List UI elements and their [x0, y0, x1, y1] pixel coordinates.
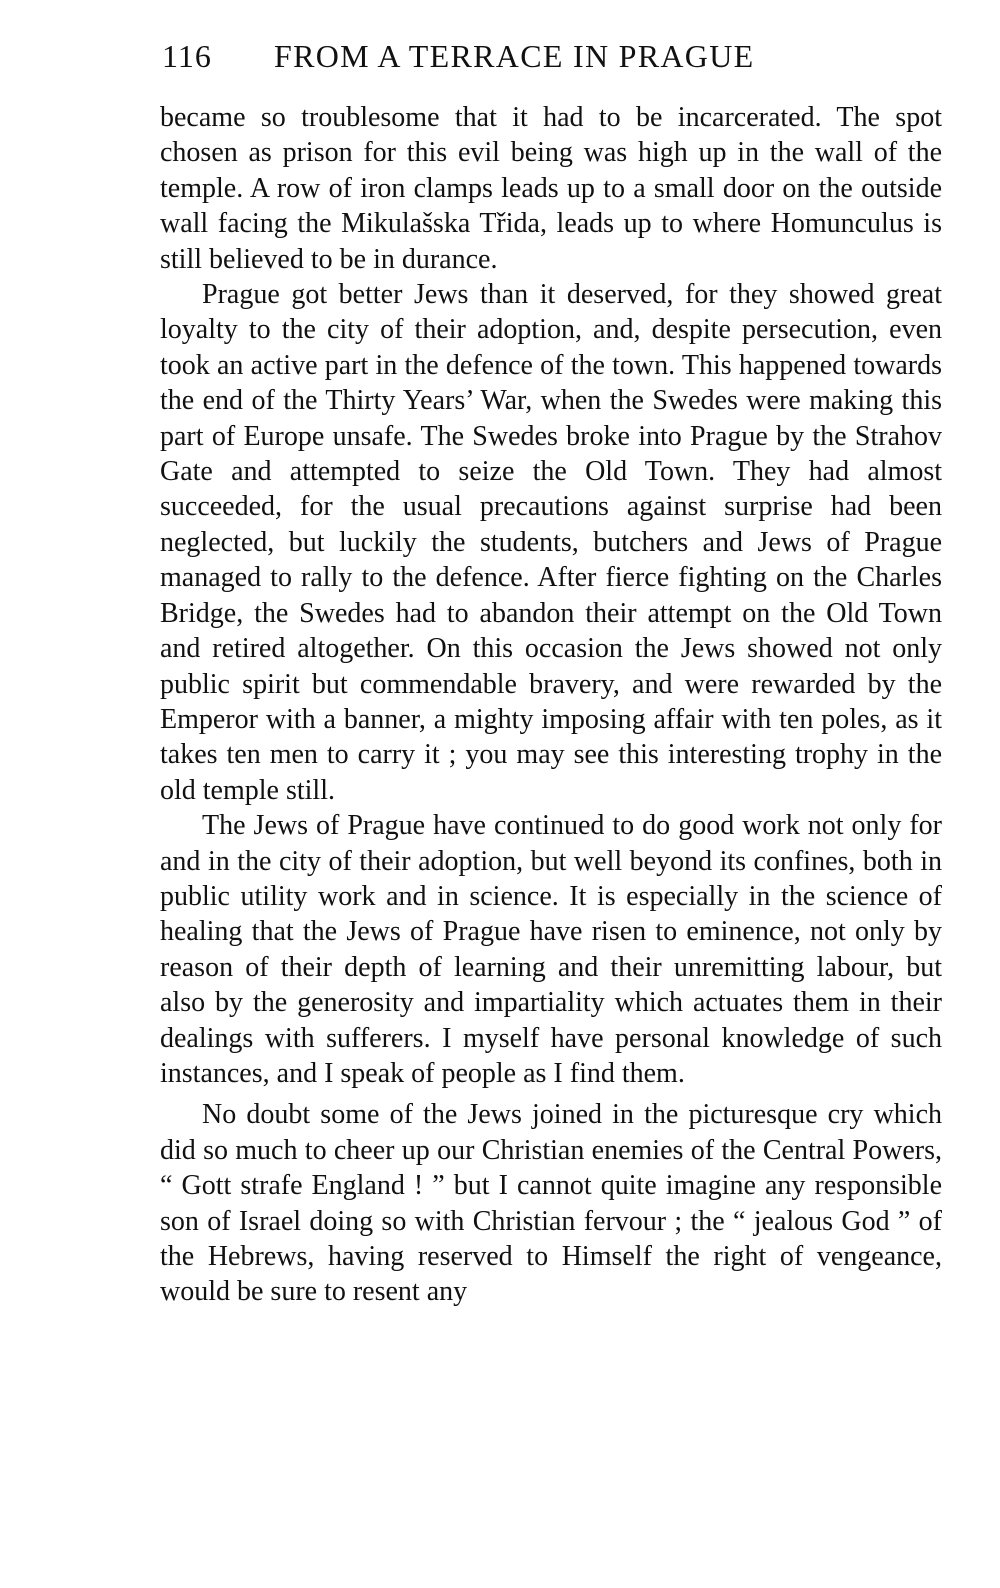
running-title: FROM A TERRACE IN PRAGUE — [274, 38, 755, 74]
paragraph-continued: became so troublesome that it had to be incarcerated. The spot chosen as prison for this evil being was high up in the wall of the temple. A row of iron clamps leads up to a small door on the outside wall facing the Mikulašska Třida, leads up to where Homunculus is still believed to be in durance. — [160, 102, 942, 275]
paragraph-jews-science-of-healing: The Jews of Prague have continued to do good work not only for and in the city of their adoption, but well beyond its confines, both in public utility work and in science. It is especially in the science of healing that the Jews of Prague have risen to eminence, not only by reason of their depth of learning and their unremitting labour, but also by the generosity and impartiality which actuates them in their dealings with sufferers. I myself have personal knowledge of such instances, and I speak of people as I find them. — [160, 810, 942, 1089]
body-text — [160, 100, 942, 1310]
page-number: 116 — [162, 38, 212, 74]
running-head — [162, 38, 942, 88]
paragraph-jews-defence-of-prague: Prague got better Jews than it deserved, for they showed great loyalty to the city of their adoption, and, despite persecution, even took an active part in the defence of the town. This happened towards the end of the Thirty Years’ War, when the Swedes were making this part of Europe unsafe. The Swedes broke into Prague by the Strahov Gate and attempted to seize the Old Town. They had almost succeeded, for the usual precautions against surprise had been neglected, but luckily the students, butchers and Jews of Prague managed to rally to the defence. After fierce fighting on the Charles Bridge, the Swedes had to abandon their attempt on the Old Town and retired altogether. On this occasion the Jews showed not only public spirit but commendable bravery, and were rewarded by the Emperor with a banner, a mighty imposing affair with ten poles, as it takes ten men to carry it ; you may see this interesting trophy in the old temple still. — [160, 279, 942, 806]
paragraph-gott-strafe-england: No doubt some of the Jews joined in the picturesque cry which did so much to cheer up our Christian enemies of the Central Powers, “ Gott strafe England ! ” but I cannot quite imagine any responsible son of Israel doing so with Christian fervour ; the “ jealous God ” of the Hebrews, having reserved to Himself the right of vengeance, would be sure to resent any — [160, 1099, 942, 1308]
